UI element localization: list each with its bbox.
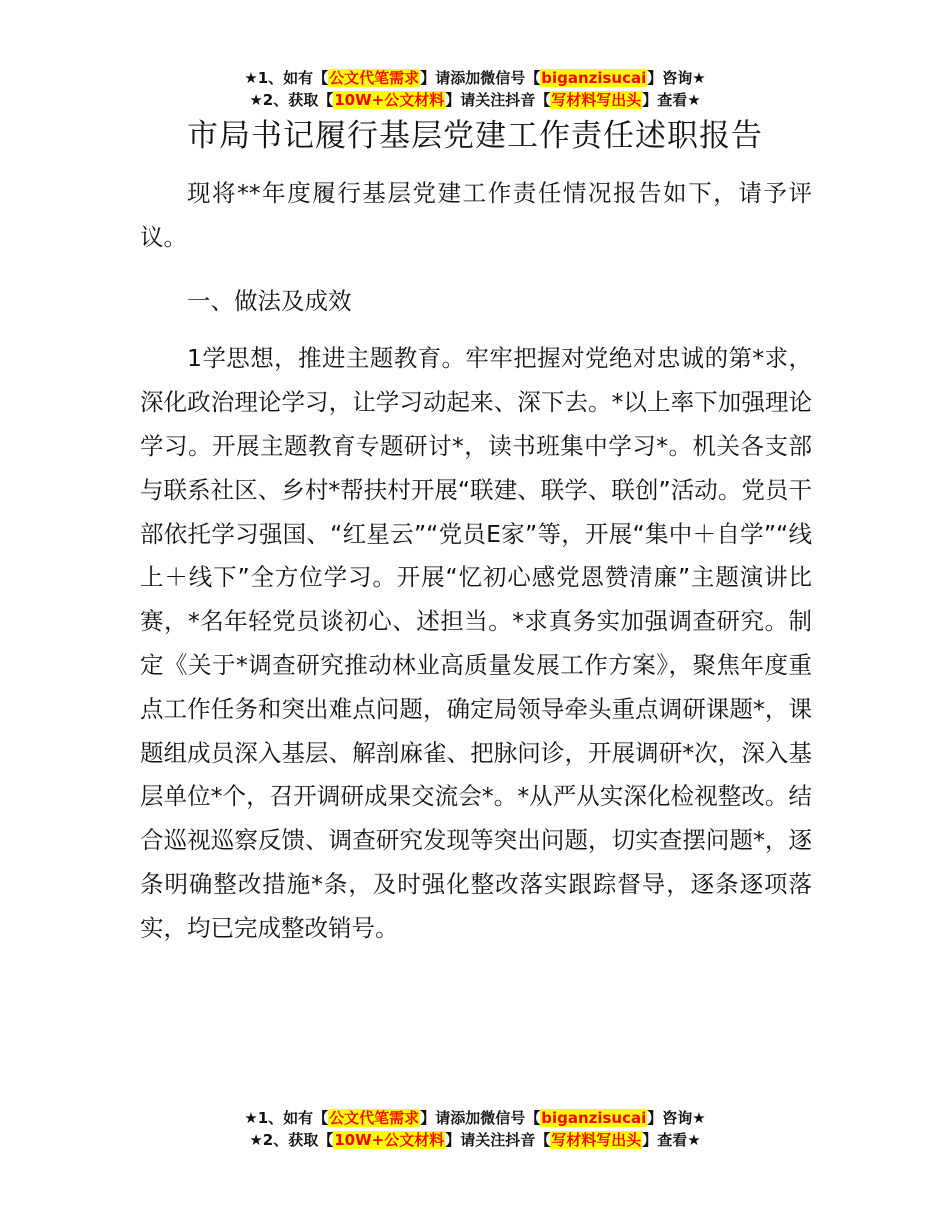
highlight-ghostwriting: 公文代笔需求 — [329, 1109, 420, 1127]
body-paragraph: 1学思想，推进主题教育。牢牢把握对党绝对忠诚的第*求，深化政治理论学习，让学习动起来、深下去。*以上率下加强理论学习。开展主题教育专题研讨*，读书班集中学习*。机关各支部与联系社区、乡村*帮扶村开展“联建、联学、联创”活动。党员干部依托学习强国、“红星云”“党员E家”等，开展“集中＋自学”“线上＋线下”全方位学习。开展“忆初心感党恩赞清廉”主题演讲比赛，*名年轻党员谈初心、述担当。*求真务实加强调查研究。制定《关于*调查研究推动林业高质量发展工作方案》，聚焦年度重点工作任务和突出难点问题，确定局领导牵头重点调研课题*，课题组成员深入基层、解剖麻雀、把脉问诊，开展调研*次，深入基层单位*个，召开调研成果交流会*。*从严从实深化检视整改。结合巡视巡察反馈、调查研究发现等突出问题，切实查摆问题*，逐条明确整改措施*条，及时强化整改落实跟踪督导，逐条逐项落实，均已完成整改销号。 — [140, 344, 812, 942]
header-notice — [0, 67, 950, 111]
document-body — [140, 172, 812, 951]
highlight-douyin-account: 写材料写出头 — [551, 91, 642, 109]
page-title: 市局书记履行基层党建工作责任述职报告 — [187, 118, 763, 154]
highlight-ghostwriting: 公文代笔需求 — [329, 69, 420, 87]
header-notice-line-1: ★1、如有【公文代笔需求】请添加微信号【biganzisucai】咨询★ — [244, 69, 706, 87]
footer-notice-line-1: ★1、如有【公文代笔需求】请添加微信号【biganzisucai】咨询★ — [244, 1109, 706, 1127]
highlight-materials: 10W+公文材料 — [334, 91, 445, 109]
header-notice-line-2: ★2、获取【10W+公文材料】请关注抖音【写材料写出头】查看★ — [249, 91, 701, 109]
footer-notice — [0, 1107, 950, 1151]
highlight-douyin-account: 写材料写出头 — [551, 1131, 642, 1149]
intro-paragraph: 现将**年度履行基层党建工作责任情况报告如下，请予评议。 — [140, 179, 812, 251]
highlight-wechat-id: biganzisucai — [541, 1109, 647, 1127]
footer-notice-line-2: ★2、获取【10W+公文材料】请关注抖音【写材料写出头】查看★ — [249, 1131, 701, 1149]
section-heading: 一、做法及成效 — [187, 286, 352, 315]
highlight-materials: 10W+公文材料 — [334, 1131, 445, 1149]
highlight-wechat-id: biganzisucai — [541, 69, 647, 87]
